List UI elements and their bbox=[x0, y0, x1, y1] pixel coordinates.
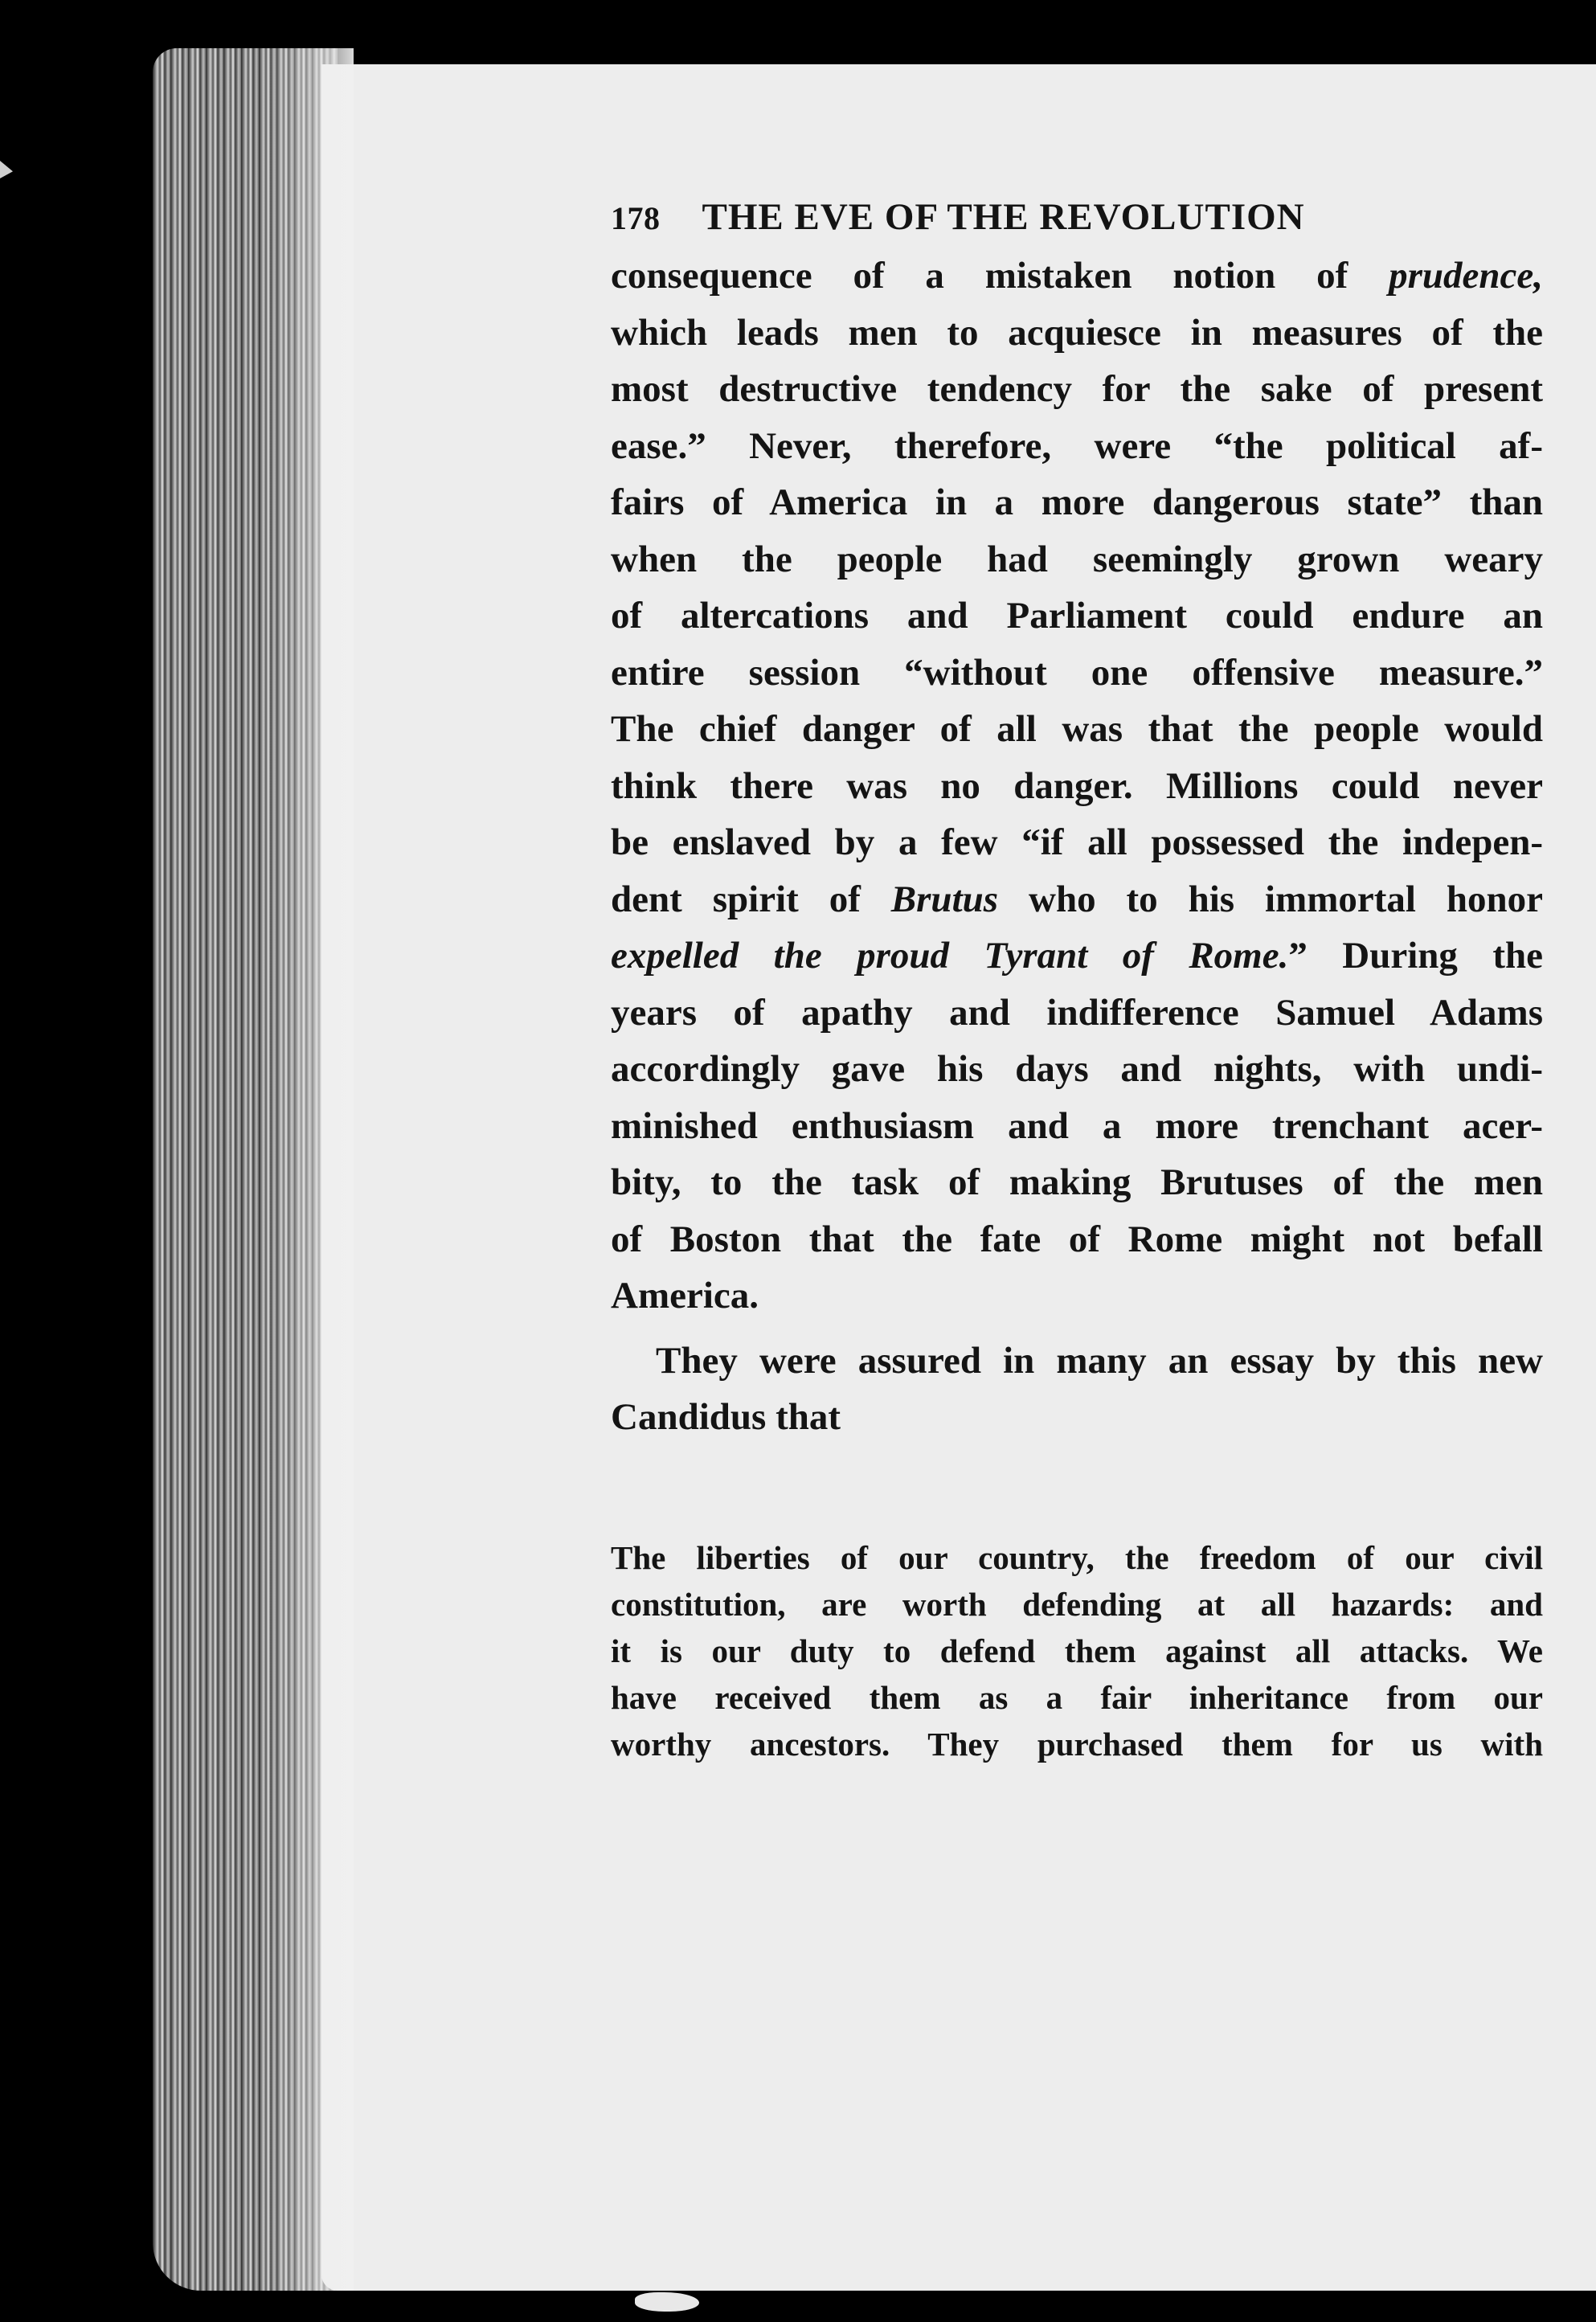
scan-bottom-mark bbox=[635, 2292, 699, 2312]
quote-line: The liberties of our country, the freedom of our civil bbox=[611, 1538, 1543, 1576]
bottom-border bbox=[305, 2291, 1596, 2322]
paragraph-1 bbox=[611, 248, 1543, 1325]
page-number: 178 bbox=[611, 200, 661, 236]
text-line: bity, to the task of making Brutuses of the men bbox=[611, 1161, 1543, 1203]
page-header bbox=[611, 193, 1543, 243]
text-line: fairs of America in a more dangerous state” than bbox=[611, 481, 1543, 523]
text-line: accordingly gave his days and nights, with undi- bbox=[611, 1048, 1543, 1090]
text-line: minished enthusiasm and a more trenchant acer- bbox=[611, 1104, 1543, 1147]
block-quote bbox=[611, 1534, 1543, 1767]
text-line: think there was no danger. Millions could never bbox=[611, 764, 1543, 807]
running-head: THE EVE OF THE REVOLUTION bbox=[702, 196, 1305, 238]
scan-corner-mark bbox=[0, 161, 13, 178]
text-line: dent spirit of Brutus who to his immortal honor bbox=[611, 878, 1544, 920]
quote-line: have received them as a fair inheritance from our bbox=[611, 1678, 1543, 1716]
text-line: Candidus that bbox=[611, 1396, 841, 1438]
text-line: which leads men to acquiesce in measures of the bbox=[611, 311, 1543, 354]
quote-line: constitution, are worth defending at all hazards: and bbox=[611, 1585, 1543, 1623]
text-line: They were assured in many an essay by this new bbox=[656, 1339, 1543, 1382]
text-line: of altercations and Parliament could endure an bbox=[611, 595, 1543, 637]
text-line: of Boston that the fate of Rome might not befall bbox=[611, 1218, 1543, 1260]
text-line: most destructive tendency for the sake of present bbox=[611, 368, 1543, 410]
text-line: expelled the proud Tyrant of Rome.” During the bbox=[611, 935, 1544, 977]
text-line: when the people had seemingly grown weary bbox=[611, 538, 1543, 580]
text-block bbox=[611, 193, 1543, 1767]
text-line: years of apathy and indifference Samuel Adams bbox=[611, 991, 1543, 1034]
text-line: ease.” Never, therefore, were “the political af- bbox=[611, 424, 1543, 467]
paragraph-2 bbox=[611, 1333, 1543, 1446]
text-line: America. bbox=[611, 1275, 759, 1317]
text-line: The chief danger of all was that the people would bbox=[611, 708, 1543, 750]
text-line: entire session “without one offensive measure.” bbox=[611, 651, 1543, 694]
text-line: be enslaved by a few “if all possessed the indepen- bbox=[611, 821, 1543, 863]
quote-line: worthy ancestors. They purchased them for us with bbox=[611, 1725, 1543, 1763]
text-line: consequence of a mistaken notion of prudence, bbox=[611, 255, 1543, 297]
gutter-shadow bbox=[265, 48, 354, 2291]
quote-line: it is our duty to defend them against all attacks. We bbox=[611, 1632, 1543, 1669]
